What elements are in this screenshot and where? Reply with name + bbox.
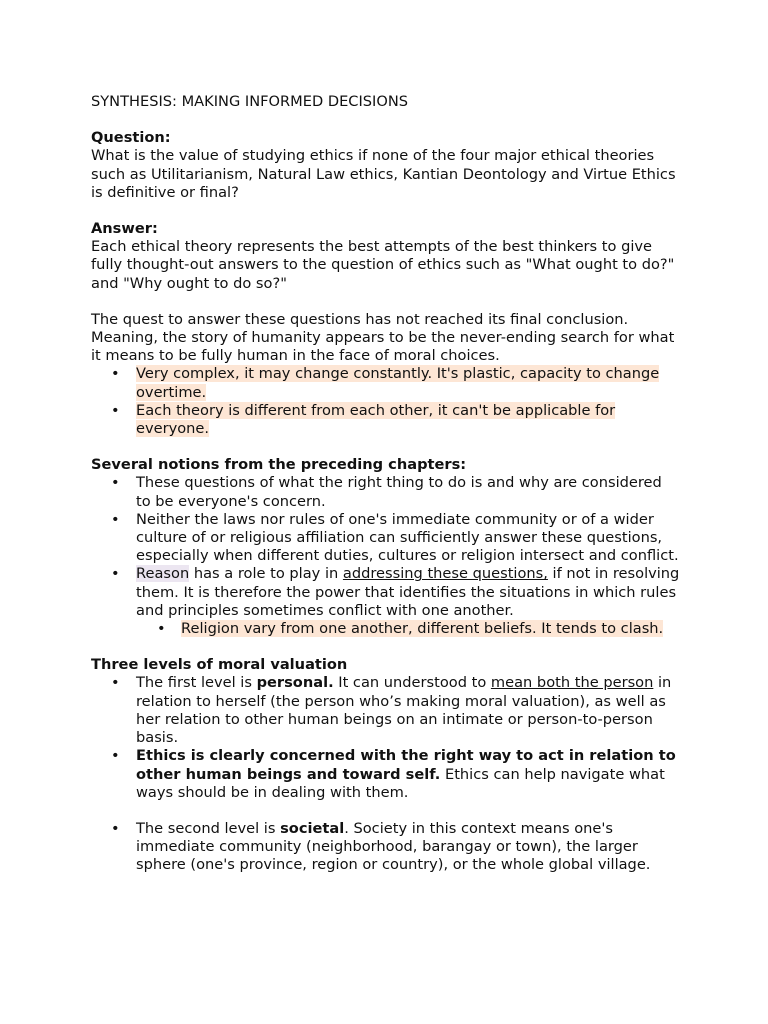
list-item [91, 620, 681, 638]
highlighted-text: Each theory is different from each other, it can't be applicable for everyone. [136, 401, 616, 438]
underlined-text: mean both the person [490, 674, 654, 692]
document-page [91, 93, 681, 875]
list-item [91, 365, 681, 401]
question-text: What is the value of studying ethics if none of the four major ethical theories such as Utilitarianism, Natural Law ethics, Kantian Deontology and Virtue Ethics is definitive or final? [91, 147, 676, 201]
levels-heading: Three levels of moral valuation [91, 656, 348, 674]
question-heading: Question: [91, 129, 171, 147]
document-title: SYNTHESIS: MAKING INFORMED DECISIONS [91, 93, 409, 110]
list-item: • The second level is societal. Society in this context means one's immediate community (neighborhood, barangay or town), the larger sphere (one's province, region or country), or the whole global village. [91, 820, 681, 875]
notions-sub-list [91, 620, 681, 638]
answer-bullet-list [91, 365, 681, 438]
list-item: • Neither the laws nor rules of one's immediate community or of a wider culture of or religious affiliation can sufficiently answer these questions, especially when different duties, cultures or religion intersect and conflict. [91, 511, 681, 566]
underlined-text: addressing these questions, [342, 565, 548, 583]
notions-bullet-list [91, 474, 681, 620]
answer-paragraph: The quest to answer these questions has not reached its final conclusion. Meaning, the story of humanity appears to be the never-ending search for what it means to be fully human in the face of moral choices. [91, 310, 675, 365]
highlighted-text: Very complex, it may change constantly. It's plastic, capacity to change overtime. [136, 365, 660, 401]
list-item: • The first level is personal. It can understood to mean both the person in relation to herself (the person who’s making moral valuation), as well as her relation to other human beings on an intimate or person-to-person basis. [91, 674, 681, 747]
answer-paragraph: Each ethical theory represents the best attempts of the best thinkers to give fully thought-out answers to the question of ethics such as "What ought to do?" and "Why ought to do so?" [91, 238, 675, 292]
highlighted-text: Religion vary from one another, different beliefs. It tends to clash. [181, 620, 664, 638]
list-item [91, 402, 681, 438]
list-item: • Ethics is clearly concerned with the right way to act in relation to other human beings and toward self. Ethics can help navigate what ways should be in dealing with them. [91, 747, 681, 802]
levels-bullet-list [91, 820, 681, 875]
notions-heading: Several notions from the preceding chapters: [91, 456, 467, 474]
list-item: • These questions of what the right thing to do is and why are considered to be everyone's concern. [91, 474, 681, 510]
list-item: • Reason has a role to play in addressing these questions, if not in resolving them. It is therefore the power that identifies the situations in which rules and principles sometimes conflict with one another. [91, 565, 681, 620]
highlighted-word: Reason [136, 565, 190, 583]
answer-heading: Answer: [91, 220, 158, 238]
levels-bullet-list [91, 674, 681, 801]
